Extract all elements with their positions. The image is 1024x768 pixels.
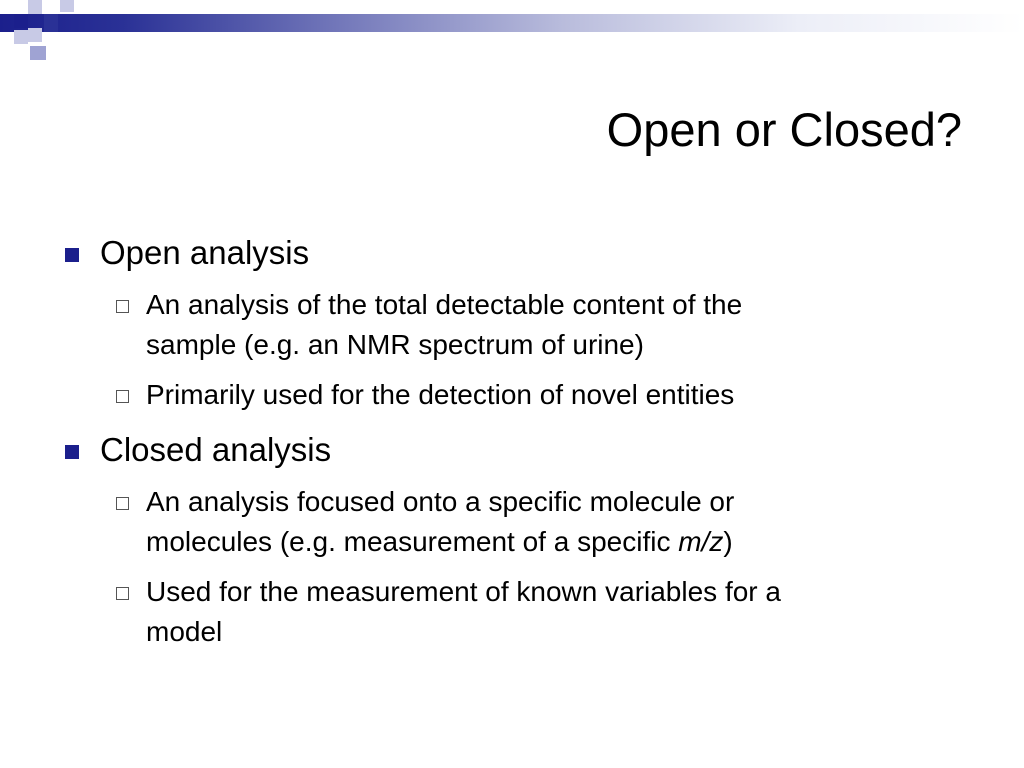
sub-bullet-line: sample (e.g. an NMR spectrum of urine)	[146, 329, 644, 360]
sub-bullet-text	[146, 285, 946, 365]
sub-bullet-line	[146, 522, 946, 562]
mz-italic-text: m/z	[678, 526, 724, 557]
sub-bullet-text	[146, 572, 946, 652]
sub-bullet-line: Used for the measurement of known variables for a	[146, 576, 781, 607]
hollow-square-bullet-icon	[116, 497, 129, 510]
sub-bullet-line-prefix: molecules (e.g. measurement of a specific	[146, 526, 679, 557]
hollow-square-bullet-icon	[116, 300, 129, 313]
hollow-square-bullet-icon	[116, 587, 129, 600]
square-bullet-icon	[65, 248, 79, 262]
hollow-square-bullet-icon	[116, 390, 129, 403]
slide-title: Open or Closed?	[606, 103, 962, 156]
bullet-open-analysis: Open analysis	[100, 234, 310, 271]
sub-bullet-line: An analysis of the total detectable content of the	[146, 289, 743, 320]
bullet-closed-analysis: Closed analysis	[100, 431, 332, 468]
sub-bullet-line: model	[146, 616, 223, 647]
sub-bullet-line-suffix: )	[723, 526, 733, 557]
sub-bullet-text	[146, 482, 946, 562]
sub-bullet-line: Primarily used for the detection of novel entities	[146, 379, 735, 410]
square-bullet-icon	[65, 445, 79, 459]
sub-bullet-line: An analysis focused onto a specific molecule or	[146, 486, 735, 517]
sub-bullet-text	[146, 375, 946, 415]
